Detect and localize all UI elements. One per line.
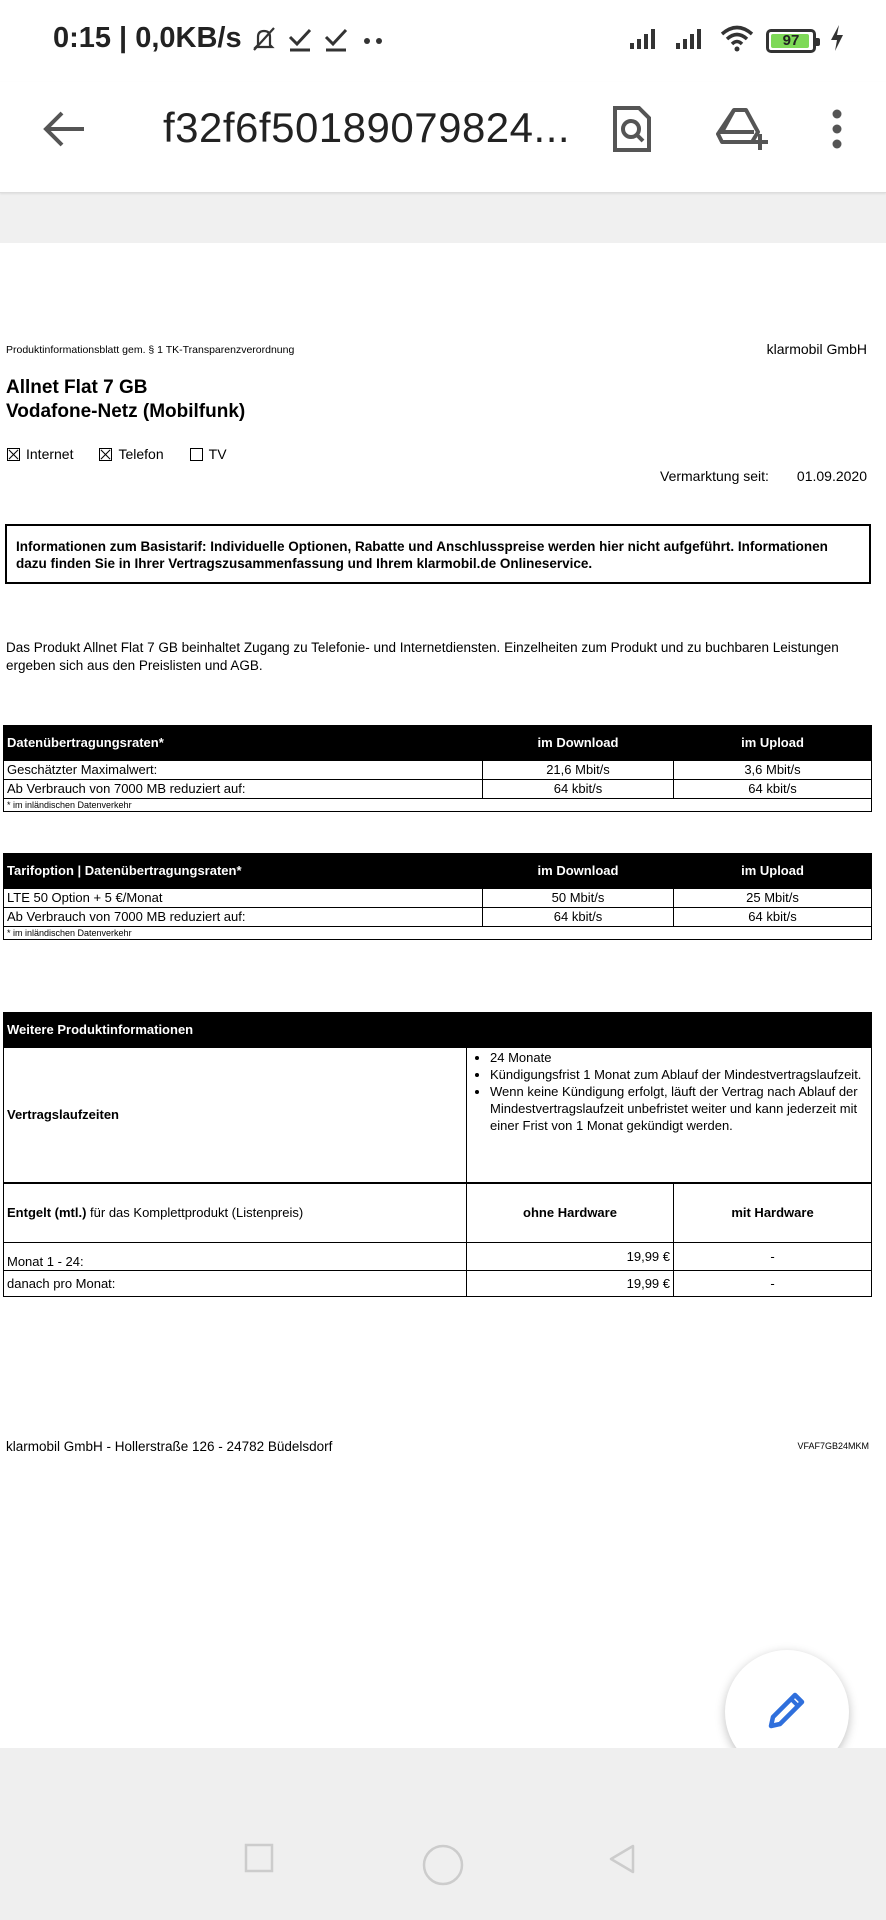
document-title: f32f6f50189079824... <box>163 104 571 151</box>
table-header: im Upload <box>674 854 872 889</box>
charging-icon <box>828 24 846 57</box>
header-left: Produktinformationsblatt gem. § 1 TK-Transparenzverordnung <box>6 344 295 356</box>
table-header: Tarifoption | Datenübertragungsraten* <box>4 854 483 889</box>
term-details <box>467 1048 872 1183</box>
search-document-icon[interactable] <box>607 104 657 154</box>
table-row: Geschätzter Maximalwert: 21,6 Mbit/s 3,6 Mbit/s <box>4 761 872 780</box>
table-row: danach pro Monat: 19,99 € - <box>4 1271 872 1297</box>
col-header-no-hardware: ohne Hardware <box>467 1183 674 1243</box>
checkbox-tv: TV <box>190 446 227 462</box>
back-arrow-icon[interactable] <box>40 104 90 154</box>
check-icon <box>322 25 350 53</box>
checked-box-icon <box>99 448 112 461</box>
service-checkboxes <box>7 446 227 462</box>
back-triangle-icon[interactable] <box>607 1843 637 1880</box>
table-header: im Download <box>483 854 674 889</box>
footer-address: klarmobil GmbH - Hollerstraße 126 - 24782 Büdelsdorf <box>6 1439 333 1454</box>
document-page[interactable] <box>0 243 886 1748</box>
tariff-option-table <box>3 853 872 940</box>
footer-code: VFAF7GB24MKM <box>797 1441 869 1451</box>
recents-square-icon[interactable] <box>244 1843 274 1878</box>
table-footnote: * im inländischen Datenverkehr <box>4 927 872 940</box>
table-header: im Download <box>483 726 674 761</box>
product-info-table <box>3 1012 872 1297</box>
battery-level: 97 <box>782 32 800 49</box>
status-bar <box>0 0 886 82</box>
data-rates-table <box>3 725 872 812</box>
info-box: Informationen zum Basistarif: Individuelle Optionen, Rabatte und Anschlusspreise werden hier nicht aufgeführt. Informationen dazu finden Sie in Ihrer Vertragszusammenfassung und Ihrem klarmobil.de Onlineservice. <box>5 524 871 584</box>
table-header: Weitere Produktinformationen <box>4 1013 872 1048</box>
add-to-drive-icon[interactable] <box>716 104 772 154</box>
navigation-bar <box>0 1748 886 1920</box>
table-row: Ab Verbrauch von 7000 MB reduziert auf: 64 kbit/s 64 kbit/s <box>4 908 872 927</box>
fee-label: Entgelt (mtl.) für das Komplettprodukt (Listenpreis) <box>4 1183 467 1243</box>
header-right: klarmobil GmbH <box>766 341 867 357</box>
table-row: Monat 1 - 24: 19,99 € - <box>4 1243 872 1271</box>
unchecked-box-icon <box>190 448 203 461</box>
network-speed: | 0,0KB/s <box>119 22 242 54</box>
list-item: • Kündigungsfrist 1 Monat zum Ablauf der Mindestvertragslaufzeit. <box>490 1066 868 1083</box>
signal-icon <box>628 25 662 56</box>
battery-icon <box>766 29 816 53</box>
col-header-hardware: mit Hardware <box>674 1183 872 1243</box>
checkbox-telefon: Telefon <box>99 446 163 462</box>
wifi-icon <box>720 24 754 57</box>
mute-icon <box>250 25 278 53</box>
signal-icon <box>674 25 708 56</box>
list-item: • Wenn keine Kündigung erfolgt, läuft der Vertrag nach Ablauf der Mindestvertragslaufzeit unbefristet weiter und kann jederzeit mit einer Frist von 1 Monat gekündigt werden. <box>490 1083 868 1134</box>
more-dots-icon <box>358 25 388 53</box>
clock: 0:15 <box>53 22 112 54</box>
table-row: Ab Verbrauch von 7000 MB reduziert auf: 64 kbit/s 64 kbit/s <box>4 780 872 799</box>
edit-pencil-icon <box>763 1686 811 1739</box>
table-header: Datenübertragungsraten* <box>4 726 483 761</box>
marketing-label: Vermarktung seit: <box>660 468 769 484</box>
term-label: Vertragslaufzeiten <box>4 1048 467 1183</box>
home-circle-icon[interactable] <box>420 1842 466 1893</box>
check-icon <box>286 25 314 53</box>
list-item: • 24 Monate <box>490 1049 868 1066</box>
checked-box-icon <box>7 448 20 461</box>
product-title: Allnet Flat 7 GB <box>6 377 148 398</box>
table-row: LTE 50 Option + 5 €/Monat 50 Mbit/s 25 Mbit/s <box>4 889 872 908</box>
checkbox-internet: Internet <box>7 446 73 462</box>
table-footnote: * im inländischen Datenverkehr <box>4 799 872 812</box>
more-vert-icon[interactable] <box>812 104 862 154</box>
marketing-date: 01.09.2020 <box>796 468 867 484</box>
product-network: Vodafone-Netz (Mobilfunk) <box>6 401 246 422</box>
table-header: im Upload <box>674 726 872 761</box>
app-bar <box>0 82 886 193</box>
intro-paragraph: Das Produkt Allnet Flat 7 GB beinhaltet Zugang zu Telefonie- und Internetdiensten. Einzelheiten zum Produkt und zu buchbaren Leistungen ergeben sich aus den Preislisten und AGB. <box>6 640 839 673</box>
